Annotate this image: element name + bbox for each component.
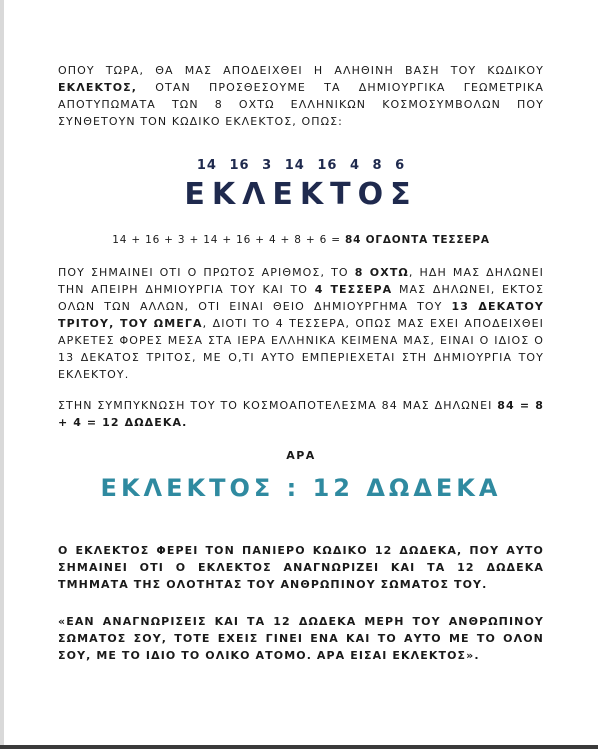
ara-heading: ΑΡΑ <box>286 449 316 462</box>
code-word: ΕΚΛΕΚΤΟΣ <box>184 177 418 212</box>
result-heading: ΕΚΛΕΚΤΟΣ : 12 ΔΩΔΕΚΑ <box>100 474 502 502</box>
meaning-text: ΜΑΣ ΔΗΛΩΝΕΙ, ΕΚΤΟΣ ΟΛΩΝ ΤΩΝ ΑΛΛΩΝ, ΟΤΙ ΕΙΝΑΙ ΘΕΙΟ ΔΗΜΙΟΥΡΓΗΜΑ ΤΟΥ <box>58 283 544 313</box>
meaning-text: ΠΟΥ ΣΗΜΑΙΝΕΙ ΟΤΙ Ο ΠΡΩΤΟΣ ΑΡΙΘΜΟΣ, ΤΟ <box>58 266 355 279</box>
code-number: 4 <box>349 158 360 173</box>
page-edge-bottom <box>0 745 598 749</box>
sum-line <box>58 234 544 246</box>
meaning-paragraph <box>58 264 544 383</box>
meaning-text: , ΔΙΟΤΙ ΤΟ 4 ΤΕΣΣΕΡΑ, ΟΠΩΣ ΜΑΣ ΕΧΕΙ ΑΠΟΔΕΙΧΘΕΙ ΑΡΚΕΤΕΣ ΦΟΡΕΣ ΜΕΣΑ ΣΤΑ ΙΕΡΑ ΕΛΛΗΝΙΚΑ ΚΕΙΜΕΝΑ ΜΑΣ, ΕΙΝΑΙ Ο ΙΔΙΟΣ Ο 13 ΔΕΚΑΤΟΣ ΤΡΙΤΟΣ, ΜΕ Ο,ΤΙ ΑΥΤΟ ΕΜΠΕΡΙΕΧΕΤΑΙ ΣΤΗ ΔΗΜΙΟΥΡΓΙΑ ΤΟΥ ΕΚΛΕΚΤΟΥ. <box>58 317 544 381</box>
intro-keyword: ΕΚΛΕΚΤΟΣ, <box>58 81 138 94</box>
sum-expression: 14 + 16 + 3 + 14 + 16 + 4 + 8 + 6 = <box>112 234 345 246</box>
quote-paragraph: «ΕΑΝ ΑΝΑΓΝΩΡΙΣΕΙΣ ΚΑΙ ΤΑ 12 ΔΩΔΕΚΑ ΜΕΡΗ ΤΟΥ ΑΝΘΡΩΠΙΝΟΥ ΣΩΜΑΤΟΣ ΣΟΥ, ΤΟΤΕ ΕΧΕΙΣ ΓΙΝΕΙ ΕΝΑ ΚΑΙ ΤΟ ΑΥΤΟ ΜΕ ΤΟ ΟΛΟΝ ΣΟΥ, ΜΕ ΤΟ ΙΔΙΟ ΤΟ ΟΛΙΚΟ ΑΤΟΜΟ. ΑΡΑ ΕΙΣΑΙ ΕΚΛΕΚΤΟΣ». <box>58 615 544 662</box>
meaning-text: , ΗΔΗ ΜΑΣ ΔΗΛΩΝΕΙ ΤΗΝ ΑΠΕΙΡΗ ΔΗΜΙΟΥΡΓΙΑ ΤΟΥ ΚΑΙ ΤΟ <box>58 266 544 296</box>
code-number: 14 <box>284 158 305 173</box>
code-numbers-row <box>58 158 544 173</box>
code-number: 8 <box>372 158 383 173</box>
summary-text: ΣΤΗΝ ΣΥΜΠΥΚΝΩΣΗ ΤΟΥ ΤΟ ΚΟΣΜΟΑΠΟΤΕΛΕΣΜΑ 84 ΜΑΣ ΔΗΛΩΝΕΙ <box>58 399 498 412</box>
sum-result: 84 ΟΓΔΟΝΤΑ ΤΕΣΣΕΡΑ <box>345 234 490 246</box>
meaning-bold: 8 ΟΧΤΩ <box>354 266 409 279</box>
meaning-bold: 13 ΔΕΚΑΤΟΥ ΤΡΙΤΟΥ, ΤΟΥ ΩΜΕΓΑ <box>58 300 544 330</box>
code-number: 6 <box>395 158 406 173</box>
intro-text: ΟΠΟΥ ΤΩΡΑ, ΘΑ ΜΑΣ ΑΠΟΔΕΙΧΘΕΙ Η ΑΛΗΘΙΝΗ ΒΑΣΗ ΤΟΥ ΚΩΔΙΚΟΥ <box>58 64 544 77</box>
code-number: 16 <box>317 158 338 173</box>
summary-paragraph <box>58 397 544 431</box>
meaning-bold: 4 ΤΕΣΣΕΡΑ <box>314 283 393 296</box>
intro-text-rest: ΟΤΑΝ ΠΡΟΣΘΕΣΟΥΜΕ ΤΑ ΔΗΜΙΟΥΡΓΙΚΑ ΓΕΩΜΕΤΡΙΚΑ ΑΠΟΤΥΠΩΜΑΤΑ ΤΩΝ 8 ΟΧΤΩ ΕΛΛΗΝΙΚΩΝ ΚΟΣΜΟΣΥΜΒΟΛΩΝ ΠΟΥ ΣΥΝΘΕΤΟΥΝ ΤΟΝ ΚΩΔΙΚΟ ΕΚΛΕΚΤΟΣ, ΟΠΩΣ: <box>58 81 544 128</box>
intro-paragraph <box>58 62 544 130</box>
page-edge-left <box>0 0 4 749</box>
code-number: 16 <box>229 158 250 173</box>
code-number: 14 <box>196 158 217 173</box>
document-page <box>58 62 544 664</box>
conclusion-paragraph: Ο ΕΚΛΕΚΤΟΣ ΦΕΡΕΙ ΤΟΝ ΠΑΝΙΕΡΟ ΚΩΔΙΚΟ 12 ΔΩΔΕΚΑ, ΠΟΥ ΑΥΤΟ ΣΗΜΑΙΝΕΙ ΟΤΙ Ο ΕΚΛΕΚΤΟΣ ΑΝΑΓΝΩΡΙΖΕΙ ΚΑΙ ΤΑ 12 ΔΩΔΕΚΑ ΤΜΗΜΑΤΑ ΤΗΣ ΟΛΟΤΗΤΑΣ ΤΟΥ ΑΝΘΡΩΠΙΝΟΥ ΣΩΜΑΤΟΣ ΤΟΥ. <box>58 544 544 591</box>
code-number: 3 <box>262 158 273 173</box>
summary-bold: 84 = 8 + 4 = 12 ΔΩΔΕΚΑ. <box>58 399 545 429</box>
